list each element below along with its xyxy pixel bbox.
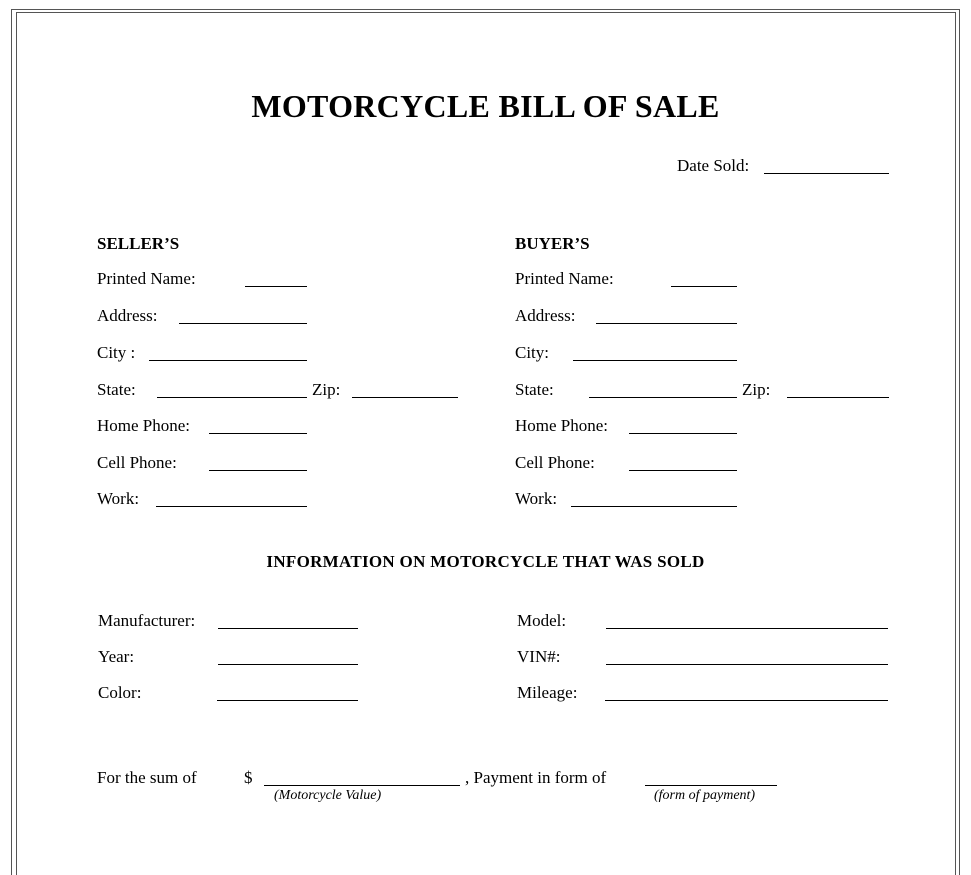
buyer-cell-phone-label: Cell Phone: (515, 453, 595, 472)
buyer-city-field[interactable] (573, 360, 737, 361)
motorcycle-value-field[interactable] (264, 785, 460, 786)
year-label: Year: (98, 647, 135, 666)
year-field[interactable] (218, 664, 358, 665)
seller-address-field[interactable] (179, 323, 307, 324)
seller-work-label: Work: (97, 489, 140, 508)
seller-cell-phone-label: Cell Phone: (97, 453, 177, 472)
seller-cell-phone-field[interactable] (209, 470, 307, 471)
manufacturer-label: Manufacturer: (98, 611, 196, 630)
seller-zip-field[interactable] (352, 397, 458, 398)
buyer-home-phone-field[interactable] (629, 433, 737, 434)
motorcycle-info-heading: INFORMATION ON MOTORCYCLE THAT WAS SOLD (266, 552, 705, 571)
buyer-zip-field[interactable] (787, 397, 889, 398)
payment-form-field[interactable] (645, 785, 777, 786)
seller-state-field[interactable] (157, 397, 307, 398)
seller-zip-label: Zip: (312, 380, 341, 399)
color-field[interactable] (217, 700, 358, 701)
buyer-heading: BUYER’S (515, 234, 590, 253)
buyer-state-label: State: (515, 380, 554, 399)
sum-label: For the sum of (97, 768, 197, 787)
buyer-work-field[interactable] (571, 506, 737, 507)
color-label: Color: (98, 683, 142, 702)
buyer-home-phone-label: Home Phone: (515, 416, 609, 435)
mileage-label: Mileage: (517, 683, 578, 702)
currency-symbol: $ (244, 768, 253, 787)
buyer-printed-name-field[interactable] (671, 286, 737, 287)
buyer-address-field[interactable] (596, 323, 737, 324)
buyer-city-label: City: (515, 343, 550, 362)
vin-label: VIN#: (517, 647, 561, 666)
seller-home-phone-field[interactable] (209, 433, 307, 434)
model-label: Model: (517, 611, 567, 630)
buyer-printed-name-label: Printed Name: (515, 269, 614, 288)
seller-state-label: State: (97, 380, 136, 399)
seller-printed-name-field[interactable] (245, 286, 307, 287)
seller-home-phone-label: Home Phone: (97, 416, 191, 435)
seller-work-field[interactable] (156, 506, 307, 507)
seller-printed-name-label: Printed Name: (97, 269, 196, 288)
mileage-field[interactable] (605, 700, 888, 701)
payment-form-label: , Payment in form of (465, 768, 607, 787)
document-title: MOTORCYCLE BILL OF SALE (251, 88, 720, 124)
payment-form-caption: (form of payment) (654, 788, 756, 803)
buyer-state-field[interactable] (589, 397, 737, 398)
model-field[interactable] (606, 628, 888, 629)
date-sold-field[interactable] (764, 173, 889, 174)
buyer-cell-phone-field[interactable] (629, 470, 737, 471)
seller-city-label: City : (97, 343, 136, 362)
motorcycle-value-caption: (Motorcycle Value) (274, 788, 382, 803)
page-border-inner (16, 12, 956, 875)
seller-address-label: Address: (97, 306, 158, 325)
buyer-address-label: Address: (515, 306, 576, 325)
buyer-work-label: Work: (515, 489, 558, 508)
buyer-zip-label: Zip: (742, 380, 771, 399)
seller-heading: SELLER’S (97, 234, 180, 253)
seller-city-field[interactable] (149, 360, 307, 361)
date-sold-label: Date Sold: (677, 156, 750, 175)
vin-field[interactable] (606, 664, 888, 665)
manufacturer-field[interactable] (218, 628, 358, 629)
